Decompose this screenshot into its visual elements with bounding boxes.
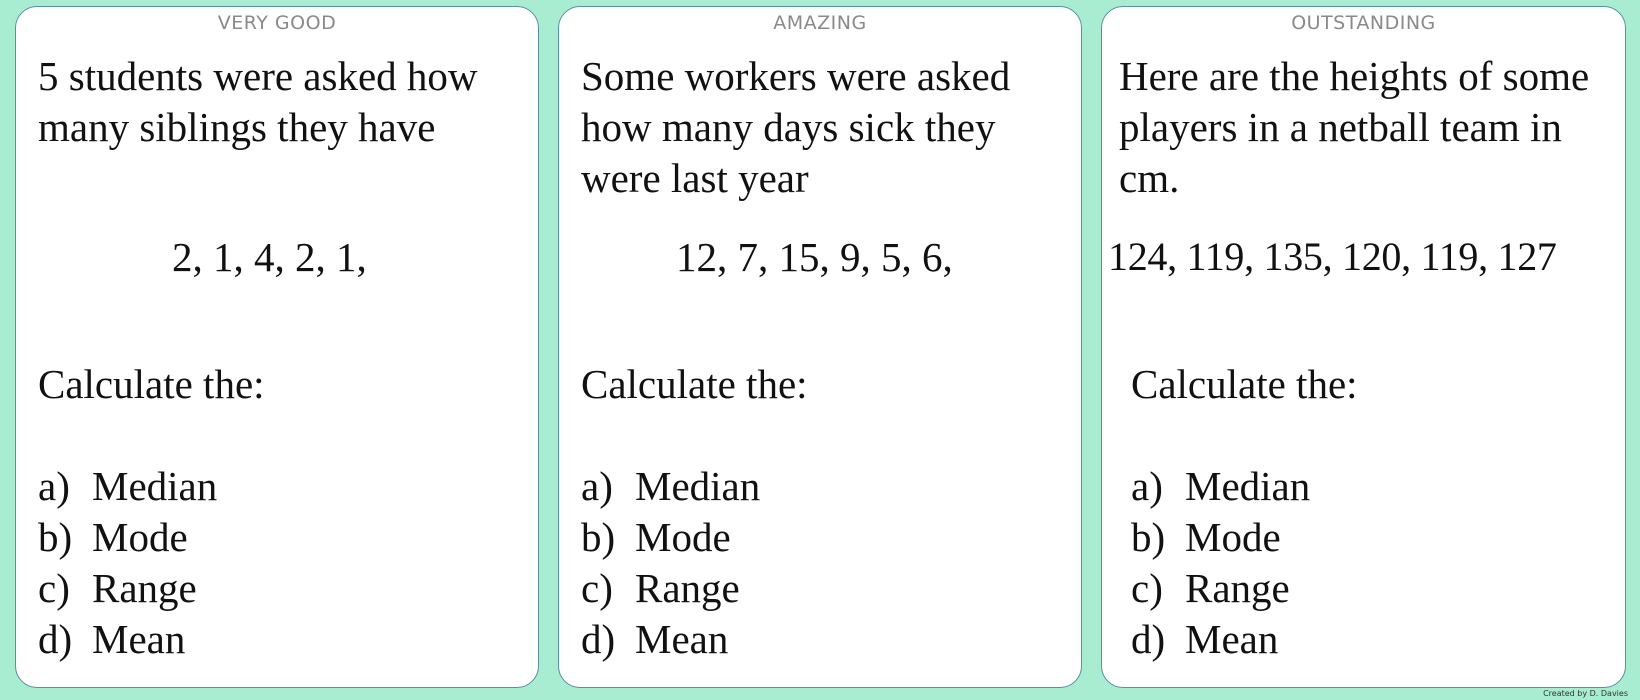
task-letter: d) <box>581 616 616 662</box>
task-item <box>38 614 217 665</box>
calculate-heading: Calculate the: <box>581 361 808 407</box>
question-text: Here are the heights of some players in a netball team in cm. <box>1119 53 1590 201</box>
task-text: Range <box>92 565 197 611</box>
task-item <box>38 563 217 614</box>
task-text: Mean <box>1185 616 1279 662</box>
data-values: 2, 1, 4, 2, 1, <box>172 234 367 280</box>
card-outstanding <box>1101 6 1626 688</box>
task-text: Mode <box>1185 514 1281 560</box>
task-text: Mode <box>92 514 188 560</box>
data-values: 12, 7, 15, 9, 5, 6, <box>676 234 953 280</box>
task-item <box>581 563 760 614</box>
task-item <box>1131 563 1310 614</box>
task-letter: b) <box>1131 514 1166 560</box>
task-text: Median <box>92 463 218 509</box>
task-item <box>581 461 760 512</box>
task-list <box>38 461 217 665</box>
task-letter: d) <box>38 616 73 662</box>
task-item <box>1131 512 1310 563</box>
card-amazing <box>558 6 1082 688</box>
task-text: Range <box>1185 565 1290 611</box>
calculate-heading: Calculate the: <box>1131 361 1358 407</box>
task-letter: d) <box>1131 616 1166 662</box>
task-letter: c) <box>581 565 613 611</box>
task-list <box>581 461 760 665</box>
task-text: Median <box>1185 463 1311 509</box>
task-letter: a) <box>581 463 613 509</box>
task-letter: c) <box>1131 565 1163 611</box>
calculate-heading: Calculate the: <box>38 361 265 407</box>
task-text: Mean <box>635 616 729 662</box>
task-item <box>38 461 217 512</box>
card-level-label: VERY GOOD <box>217 12 337 34</box>
task-text: Range <box>635 565 740 611</box>
task-list <box>1131 461 1310 665</box>
task-item <box>1131 461 1310 512</box>
task-letter: a) <box>38 463 70 509</box>
task-item <box>581 512 760 563</box>
task-letter: a) <box>1131 463 1163 509</box>
question-text: Some workers were asked how many days sick they were last year <box>581 53 1011 201</box>
task-text: Mean <box>92 616 186 662</box>
data-values: 124, 119, 135, 120, 119, 127 <box>1108 234 1557 279</box>
question-text: 5 students were asked how many siblings they have <box>38 53 478 150</box>
task-text: Mode <box>635 514 731 560</box>
task-text: Median <box>635 463 761 509</box>
author-credit: Created by D. Davies <box>1543 689 1628 698</box>
card-very-good <box>15 6 539 688</box>
card-level-label: OUTSTANDING <box>1291 12 1436 34</box>
task-item <box>581 614 760 665</box>
task-letter: b) <box>581 514 616 560</box>
task-item <box>1131 614 1310 665</box>
task-letter: c) <box>38 565 70 611</box>
task-item <box>38 512 217 563</box>
card-level-label: AMAZING <box>773 12 867 34</box>
task-letter: b) <box>38 514 73 560</box>
